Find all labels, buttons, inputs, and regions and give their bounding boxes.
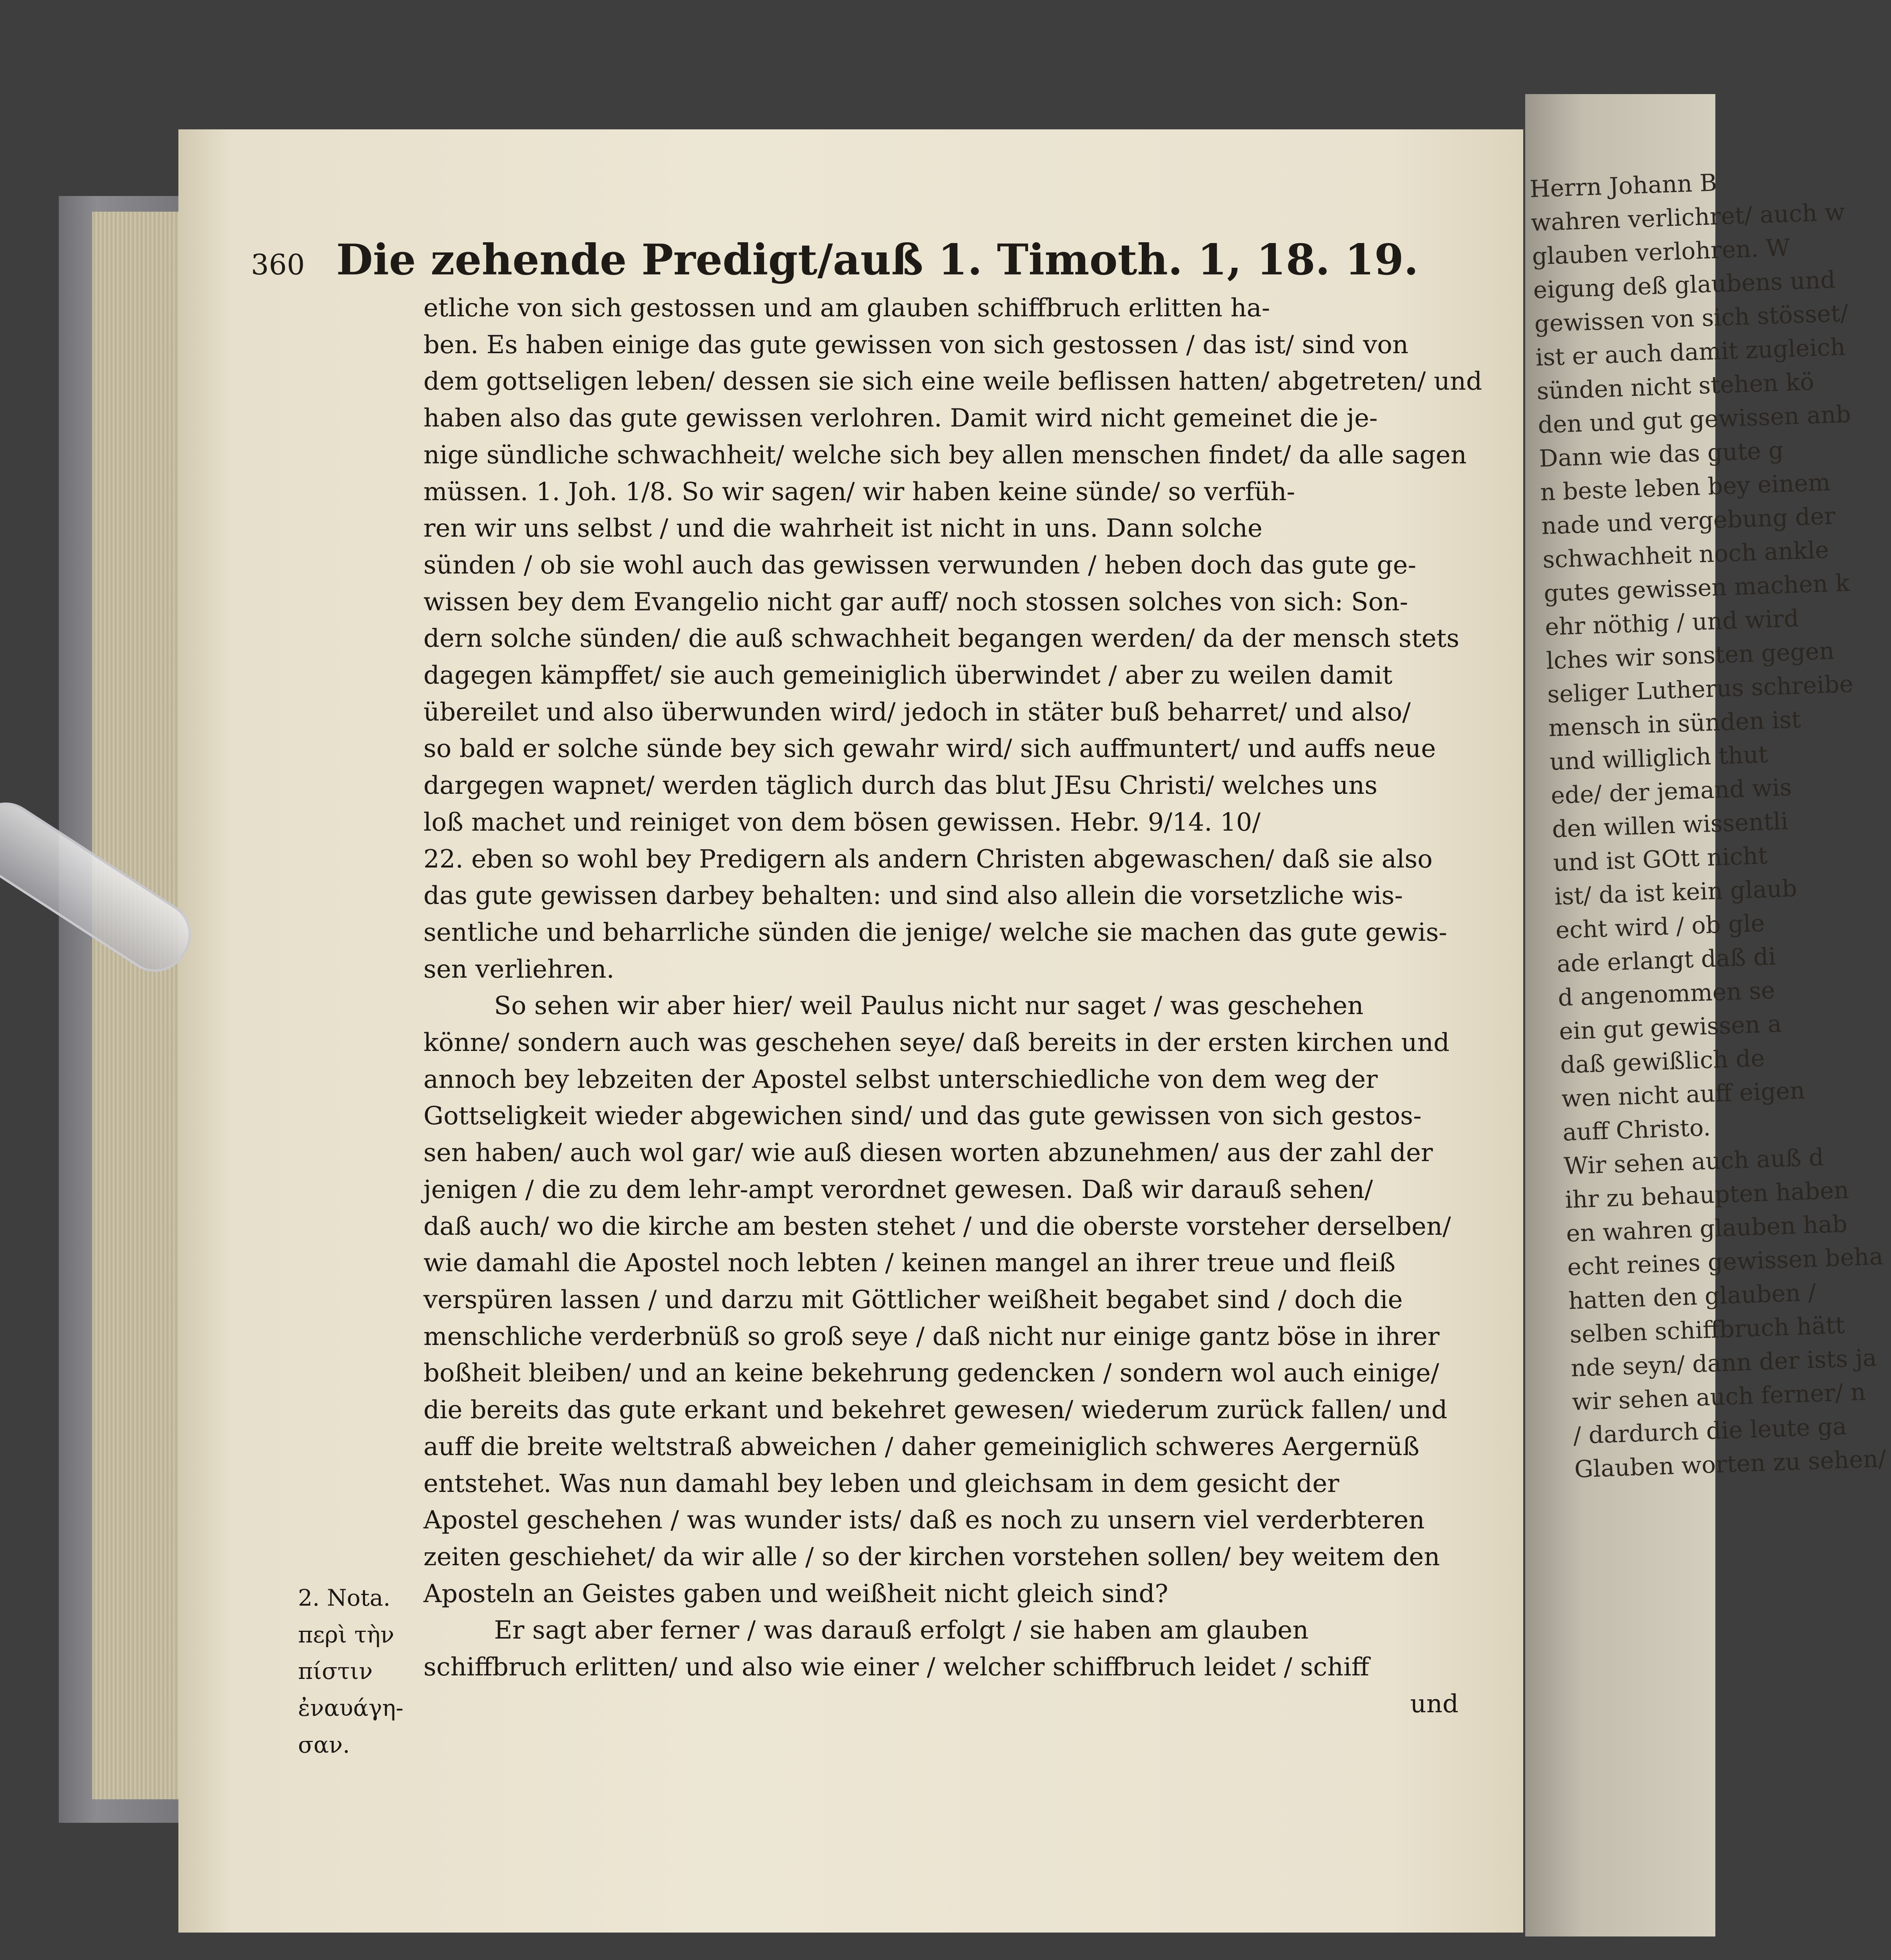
text-line: wie damahl die Apostel noch lebten / keinen mangel an ihrer treue und fleiß	[423, 1249, 1396, 1278]
facing-text-line: und ist GOtt nicht	[1553, 842, 1768, 877]
text-line: Er sagt aber ferner / was darauß erfolgt / sie haben am glauben	[494, 1616, 1309, 1645]
text-line: dem gottseligen leben/ dessen sie sich eine weile beflissen hatten/ abgetreten/ und	[423, 367, 1482, 396]
text-line: dagegen kämpffet/ sie auch gemeiniglich überwindet / aber zu weilen damit	[423, 661, 1393, 690]
facing-text-line: echt reines gewissen beha	[1567, 1243, 1884, 1281]
text-line: auff die breite weltstraß abweichen / daher gemeiniglich schweres Aergernüß	[423, 1432, 1420, 1461]
text-line: entstehet. Was nun damahl bey leben und gleichsam in dem gesicht der	[423, 1469, 1339, 1498]
facing-text-line: hatten den glauben /	[1568, 1279, 1817, 1315]
facing-text-line: seliger Lutherus schreibe	[1547, 670, 1854, 709]
text-line: und	[1410, 1689, 1459, 1719]
facing-text-line: Wir sehen auch auß d	[1563, 1143, 1824, 1180]
facing-text-line: ist/ da ist kein glaub	[1554, 875, 1798, 911]
facing-text-line: echt wird / ob gle	[1555, 909, 1766, 944]
facing-text-line: / dardurch die leute ga	[1573, 1412, 1847, 1450]
text-line: annoch bey lebzeiten der Apostel selbst unterschiedliche von dem weg der	[423, 1065, 1378, 1094]
text-line: dern solche sünden/ die auß schwachheit begangen werden/ da der mensch stets	[423, 624, 1460, 653]
facing-text-line: en wahren glauben hab	[1566, 1210, 1848, 1248]
text-line: 22. eben so wohl bey Predigern als andern Christen abgewaschen/ daß sie also	[423, 844, 1433, 874]
page-header	[251, 235, 1427, 290]
page-number: 360	[251, 248, 305, 281]
text-line: das gute gewissen darbey behalten: und sind also allein die vorsetzliche wis-	[423, 881, 1403, 911]
facing-text-line: Glauben worten zu sehen/	[1574, 1445, 1887, 1483]
facing-text-line: ede/ der jemand wis	[1550, 773, 1792, 810]
margin-note-line: ἐναυάγη-	[298, 1695, 403, 1722]
text-line: sen verliehren.	[423, 955, 614, 984]
facing-text-line: und williglich thut	[1549, 740, 1768, 776]
facing-text-line: schwachheit noch ankle	[1542, 536, 1829, 574]
text-line: Aposteln an Geistes gaben und weißheit nicht gleich sind?	[423, 1579, 1168, 1608]
text-line: nige sündliche schwachheit/ welche sich bey allen menschen findet/ da alle sagen	[423, 440, 1467, 470]
margin-note-line: πίστιν	[298, 1658, 373, 1685]
facing-text-line: selben schiffbruch hätt	[1569, 1311, 1846, 1349]
margin-note-line: σαν.	[298, 1731, 350, 1758]
facing-text-line: wahren verlichret/ auch w	[1530, 198, 1846, 237]
facing-text-line: wir sehen auch ferner/ n	[1571, 1378, 1866, 1416]
margin-note-line: περὶ τὴν	[298, 1621, 394, 1648]
facing-text-line: sünden nicht stehen kö	[1536, 368, 1815, 405]
facing-text-line: daß gewißlich de	[1560, 1044, 1765, 1079]
text-line: haben also das gute gewissen verlohren. Damit wird nicht gemeinet die je-	[423, 404, 1378, 433]
text-line: übereilet und also überwunden wird/ jedoch in stäter buß beharret/ und also/	[423, 697, 1411, 727]
text-line: boßheit bleiben/ und an keine bekehrung gedencken / sondern wol auch einige/	[423, 1359, 1439, 1388]
text-line: schiffbruch erlitten/ und also wie einer / welcher schiffbruch leidet / schiff	[423, 1653, 1370, 1682]
facing-text-line: glauben verlohren. W	[1531, 234, 1791, 270]
facing-text-line: ein gut gewissen a	[1559, 1010, 1782, 1045]
text-line: menschliche verderbnüß so groß seye / daß nicht nur einige gantz böse in ihrer	[423, 1322, 1440, 1351]
facing-page-text	[1529, 165, 1887, 1486]
facing-text-line: n beste leben bey einem	[1540, 468, 1831, 506]
text-line: Apostel geschehen / was wunder ists/ daß es noch zu unsern viel verderbteren	[423, 1506, 1425, 1535]
facing-text-line: den willen wissentli	[1551, 807, 1789, 843]
facing-text-line: gewissen von sich stösset/	[1534, 299, 1849, 338]
text-line: die bereits das gute erkant und bekehret gewesen/ wiederum zurück fallen/ und	[423, 1396, 1448, 1425]
text-line: wissen bey dem Evangelio nicht gar auff/ noch stossen solches von sich: Son-	[423, 587, 1408, 617]
facing-text-line: wen nicht auff eigen	[1561, 1076, 1806, 1113]
text-line: könne/ sondern auch was geschehen seye/ daß bereits in der ersten kirchen und	[423, 1028, 1450, 1058]
text-line: etliche von sich gestossen und am glauben schiffbruch erlitten ha-	[423, 294, 1270, 323]
text-line: müssen. 1. Joh. 1/8. So wir sagen/ wir haben keine sünde/ so verfüh-	[423, 477, 1295, 506]
facing-text-line: lches wir sonsten gegen	[1546, 637, 1835, 675]
text-line: sünden / ob sie wohl auch das gewissen verwunden / heben doch das gute ge-	[423, 550, 1417, 580]
facing-text-line: auff Christo.	[1562, 1114, 1711, 1147]
facing-text-line: gutes gewissen machen k	[1543, 569, 1850, 608]
facing-text-line: nade und vergebung der	[1541, 502, 1836, 540]
facing-text-line: ihr zu behaupten haben	[1564, 1176, 1849, 1214]
running-title: Die zehende Predigt/auß 1. Timoth. 1, 18. 19.	[336, 235, 1419, 285]
facing-text-line: d angenommen se	[1557, 976, 1776, 1012]
facing-text-line: ist er auch damit zugleich	[1535, 333, 1846, 372]
text-line: ren wir uns selbst / und die wahrheit ist nicht in uns. Dann solche	[423, 514, 1262, 543]
text-line: zeiten geschiehet/ da wir alle / so der kirchen vorstehen sollen/ bey weitem den	[423, 1542, 1440, 1572]
text-line: loß machet und reiniget von dem bösen gewissen. Hebr. 9/14. 10/	[423, 808, 1261, 837]
text-line: sentliche und beharrliche sünden die jenige/ welche sie machen das gute gewis-	[423, 918, 1448, 947]
text-line: Gottseligkeit wieder abgewichen sind/ und das gute gewissen von sich gestos-	[423, 1102, 1422, 1131]
text-line: so bald er solche sünde bey sich gewahr wird/ sich auffmuntert/ und auffs neue	[423, 734, 1436, 764]
facing-text-line: Dann wie das gute g	[1539, 436, 1784, 473]
text-line: dargegen wapnet/ werden täglich durch das blut JEsu Christi/ welches uns	[423, 771, 1378, 800]
body-text	[423, 290, 1482, 1722]
text-line: verspüren lassen / und darzu mit Göttlicher weißheit begabet sind / doch die	[423, 1285, 1403, 1314]
text-line: So sehen wir aber hier/ weil Paulus nicht nur saget / was geschehen	[494, 991, 1364, 1021]
facing-text-line: nde seyn/ dann der ists ja	[1570, 1344, 1877, 1383]
facing-text-line: Herrn Johann B	[1529, 169, 1718, 203]
text-line: ben. Es haben einige das gute gewissen von sich gestossen / das ist/ sind von	[423, 330, 1409, 359]
page-edges	[92, 212, 190, 1799]
margin-note-line: 2. Nota.	[298, 1584, 391, 1611]
text-line: sen haben/ auch wol gar/ wie auß diesen worten abzunehmen/ aus der zahl der	[423, 1138, 1433, 1168]
facing-text-line: ehr nöthig / und wird	[1544, 604, 1800, 641]
text-line: daß auch/ wo die kirche am besten stehet / und die oberste vorsteher derselben/	[423, 1212, 1451, 1241]
margin-note	[298, 1580, 423, 1764]
facing-text-line: eigung deß glaubens und	[1533, 266, 1836, 304]
text-line: jenigen / die zu dem lehr-ampt verordnet gewesen. Daß wir darauß sehen/	[423, 1175, 1373, 1204]
facing-text-line: mensch in sünden ist	[1548, 706, 1802, 742]
facing-text-line: ade erlangt daß di	[1556, 943, 1777, 978]
facing-page	[1525, 94, 1887, 1936]
facing-text-line: den und gut gewissen anb	[1537, 400, 1851, 439]
